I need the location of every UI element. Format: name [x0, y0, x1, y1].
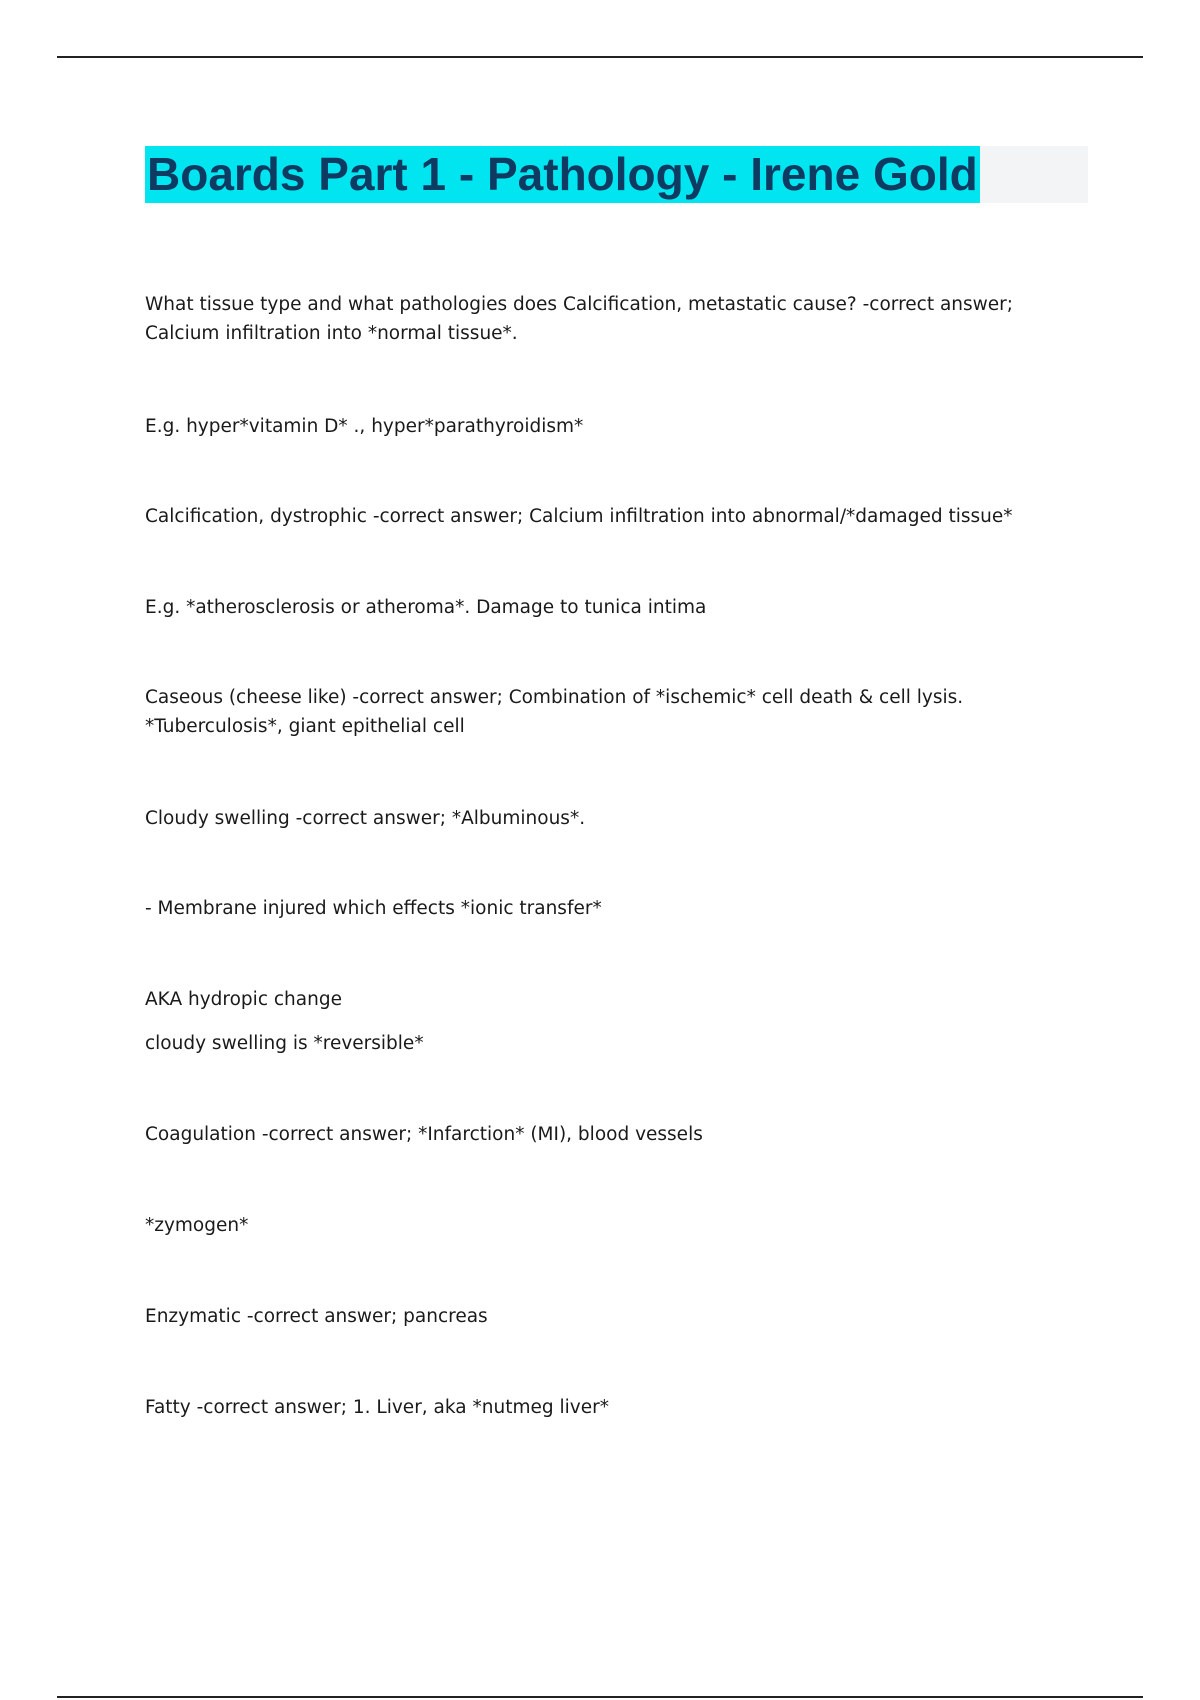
top-rule [57, 56, 1143, 58]
paragraph-coagulation: Coagulation -correct answer; *Infarction* (MI), blood vessels [145, 1124, 703, 1145]
document-title: Boards Part 1 - Pathology - Irene Gold [145, 146, 980, 203]
paragraph-caseous: Caseous (cheese like) -correct answer; Combination of *ischemic* cell death & cell lysis. *Tuberculosis*, giant epithelial cell [145, 687, 964, 737]
paragraph-membrane-injured: - Membrane injured which effects *ionic transfer* [145, 898, 602, 919]
title-banner [145, 146, 1088, 203]
paragraph-reversible: cloudy swelling is *reversible* [145, 1033, 424, 1054]
bottom-rule [57, 1696, 1143, 1698]
paragraph-fatty: Fatty -correct answer; 1. Liver, aka *nutmeg liver* [145, 1397, 609, 1418]
paragraph-metastatic-calcification: What tissue type and what pathologies does Calcification, metastatic cause? -correct answer; Calcium infiltration into *normal tissue*. [145, 294, 1014, 344]
paragraph-dystrophic-calcification: Calcification, dystrophic -correct answer; Calcium infiltration into abnormal/*damaged tissue* [145, 506, 1013, 527]
paragraph-enzymatic: Enzymatic -correct answer; pancreas [145, 1306, 488, 1327]
paragraph-metastatic-example: E.g. hyper*vitamin D* ., hyper*parathyroidism* [145, 416, 584, 437]
paragraph-cloudy-swelling: Cloudy swelling -correct answer; *Albuminous*. [145, 808, 586, 829]
paragraph-dystrophic-example: E.g. *atherosclerosis or atheroma*. Damage to tunica intima [145, 597, 707, 618]
paragraph-zymogen: *zymogen* [145, 1215, 249, 1236]
paragraph-aka-hydropic: AKA hydropic change [145, 989, 342, 1010]
